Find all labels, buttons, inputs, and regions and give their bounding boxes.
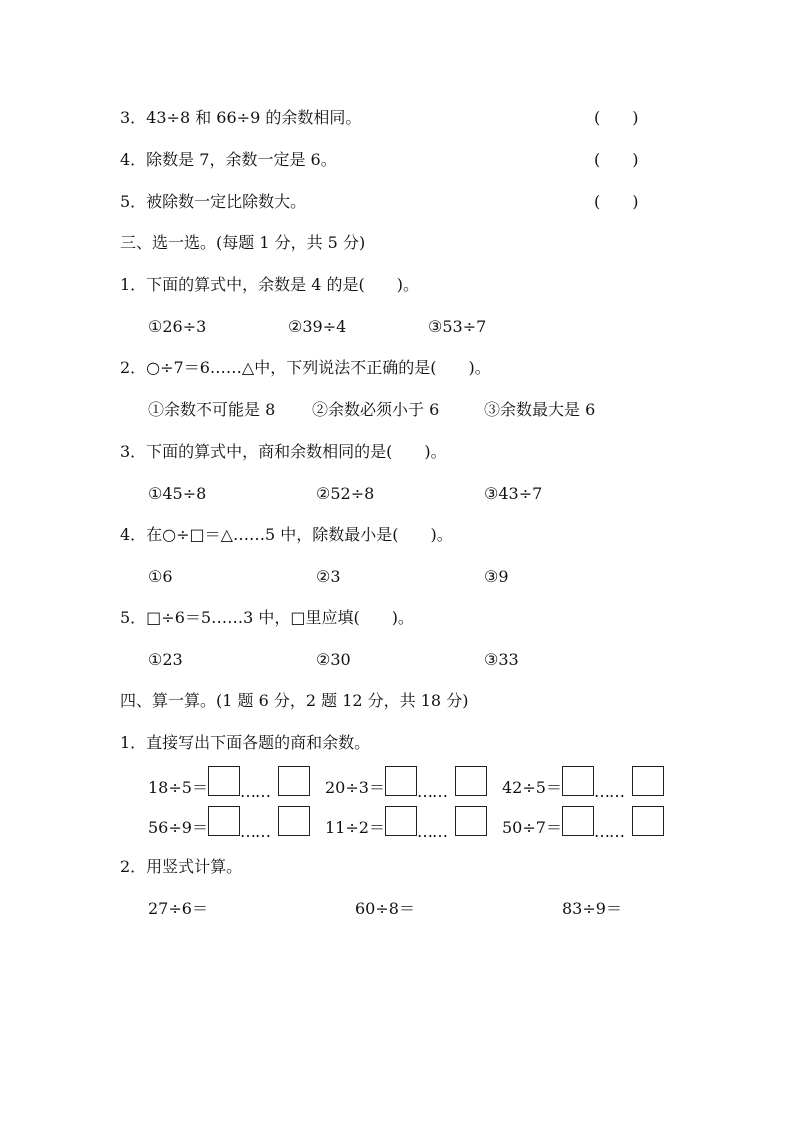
remainder-box[interactable] [278,766,310,796]
quotient-box[interactable] [385,766,417,796]
remainder-box[interactable] [278,806,310,836]
choose-question-1: 1．下面的算式中，余数是 4 的是( )。 [120,275,420,294]
direct-equation [148,766,310,807]
vertical-calc-3: 83÷9＝ [562,899,622,918]
choose-q5-option-2[interactable]: ②30 [316,650,351,669]
direct-equation [148,806,310,847]
judge-answer-5[interactable]: ( ) [594,192,639,211]
judge-item-4: 4．除数是 7，余数一定是 6。 [120,150,337,169]
choose-q4-option-3[interactable]: ③9 [484,567,509,586]
calc-question-1: 1．直接写出下面各题的商和余数。 [120,733,371,752]
remainder-box[interactable] [632,766,664,796]
ellipsis: …… [593,822,624,841]
ellipsis: …… [416,782,447,801]
remainder-box[interactable] [632,806,664,836]
direct-equation [325,806,487,847]
equation-text: 50÷7＝ [502,818,562,837]
ellipsis: …… [239,822,270,841]
vertical-calc-1: 27÷6＝ [148,899,208,918]
direct-equation [325,766,487,807]
choose-question-2: 2．○÷7＝6……△中，下列说法不正确的是( )。 [120,358,491,377]
choose-q2-option-3[interactable]: ③余数最大是 6 [484,400,596,419]
choose-q1-option-2[interactable]: ②39÷4 [288,317,347,336]
remainder-box[interactable] [455,806,487,836]
vertical-calc-2: 60÷8＝ [355,899,415,918]
choose-q3-option-3[interactable]: ③43÷7 [484,484,543,503]
choose-q5-option-3[interactable]: ③33 [484,650,519,669]
choose-q5-option-1[interactable]: ①23 [148,650,183,669]
judge-answer-4[interactable]: ( ) [594,150,639,169]
remainder-box[interactable] [455,766,487,796]
equation-text: 18÷5＝ [148,778,208,797]
direct-equation [502,766,664,807]
choose-question-3: 3．下面的算式中，商和余数相同的是( )。 [120,442,447,461]
quotient-box[interactable] [385,806,417,836]
choose-q3-option-2[interactable]: ②52÷8 [316,484,375,503]
equation-text: 20÷3＝ [325,778,385,797]
equation-text: 56÷9＝ [148,818,208,837]
quotient-box[interactable] [208,806,240,836]
quotient-box[interactable] [562,766,594,796]
calc-question-2: 2．用竖式计算。 [120,857,243,876]
equation-text: 11÷2＝ [325,818,385,837]
choose-q3-option-1[interactable]: ①45÷8 [148,484,207,503]
judge-item-3: 3．43÷8 和 66÷9 的余数相同。 [120,108,362,127]
direct-equation [502,806,664,847]
section-choose-heading: 三、选一选。(每题 1 分，共 5 分) [120,233,366,252]
equation-text: 42÷5＝ [502,778,562,797]
judge-answer-3[interactable]: ( ) [594,108,639,127]
quotient-box[interactable] [208,766,240,796]
choose-question-5: 5．□÷6＝5……3 中，□里应填( )。 [120,608,414,627]
quotient-box[interactable] [562,806,594,836]
section-calc-heading: 四、算一算。(1 题 6 分，2 题 12 分，共 18 分) [120,691,469,710]
choose-q2-option-2[interactable]: ②余数必须小于 6 [312,400,440,419]
judge-item-5: 5．被除数一定比除数大。 [120,192,307,211]
ellipsis: …… [593,782,624,801]
choose-q4-option-1[interactable]: ①6 [148,567,173,586]
choose-q1-option-1[interactable]: ①26÷3 [148,317,207,336]
choose-q1-option-3[interactable]: ③53÷7 [428,317,487,336]
choose-q4-option-2[interactable]: ②3 [316,567,341,586]
ellipsis: …… [239,782,270,801]
choose-question-4: 4．在○÷□＝△……5 中，除数最小是( )。 [120,525,453,544]
ellipsis: …… [416,822,447,841]
choose-q2-option-1[interactable]: ①余数不可能是 8 [148,400,276,419]
